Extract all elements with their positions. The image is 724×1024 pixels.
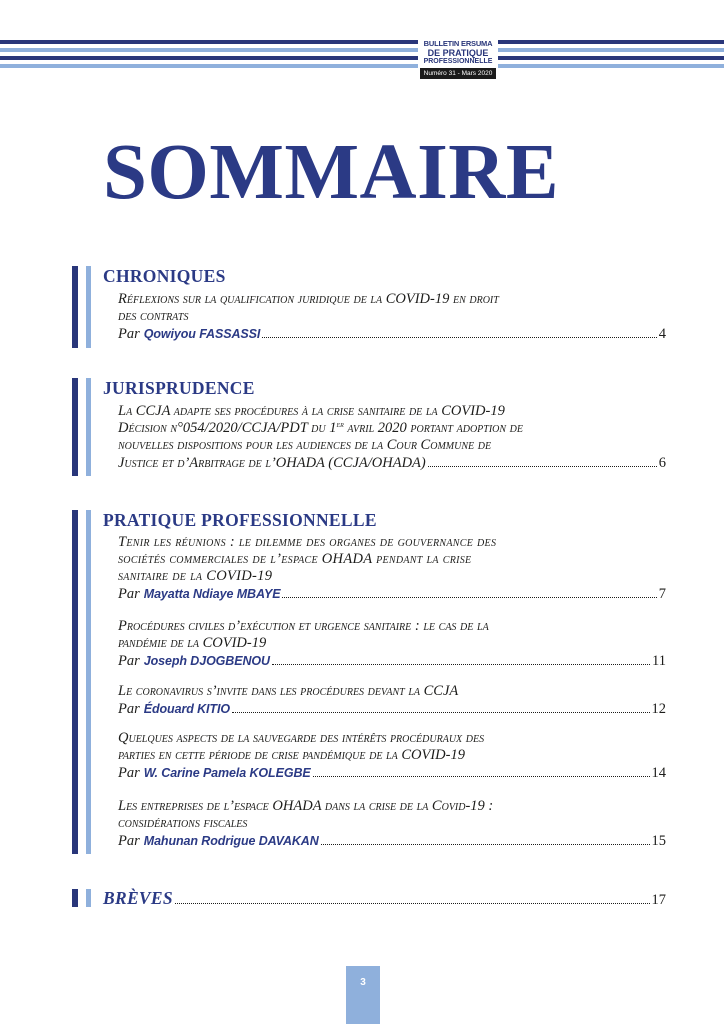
par-label: Par [118,833,140,849]
par-label: Par [118,326,140,342]
badge-line-1: BULLETIN ERSUMA [423,39,493,48]
section-bar-light [86,378,91,476]
page-number: 3 [346,966,380,1024]
badge-line-3: PROFESSIONNELLE [423,58,493,65]
author-name: Joseph DJOGBENOU [143,654,270,668]
page-ref: 11 [652,653,666,669]
header-stripe [0,48,724,52]
page-ref: 4 [658,326,666,342]
page-ref: 6 [658,455,666,471]
author-name: W. Carine Pamela KOLEGBE [143,766,311,780]
section-breves[interactable] [72,888,672,908]
article-title-line: Le coronavirus s’invite dans les procédures devant la CCJA [118,683,459,699]
badge-line-2: DE PRATIQUE [427,48,489,58]
section-bar-dark [72,889,78,907]
breves-line [103,888,666,909]
byline [118,652,666,670]
byline [118,585,666,603]
author-name: Mahunan Rodrigue DAVAKAN [143,834,319,848]
header-stripe [0,56,724,60]
section-bar-light [86,889,91,907]
ordinal-superscript: er [336,420,344,429]
byline [118,764,666,782]
header-stripe [0,40,724,44]
page-ref: 17 [651,892,666,908]
byline [118,325,666,343]
toc-entry[interactable] [118,683,666,718]
article-title-line: Tenir les réunions : le dilemme des organes de gouvernance des [118,534,497,550]
page-ref: 12 [651,701,666,717]
page-ref: 14 [651,765,666,781]
article-title [118,291,666,325]
article-title-line: avril 2020 portant adoption de [343,420,524,436]
section-chroniques [72,266,672,348]
article-title [118,730,666,764]
author-name: Mayatta Ndiaye MBAYE [143,587,281,601]
dot-leader [175,903,650,904]
page-ref: 15 [651,833,666,849]
dot-leader [321,844,650,845]
section-title: PRATIQUE PROFESSIONNELLE [103,510,377,530]
bulletin-badge [418,38,498,84]
article-title-line: Les entreprises de l’espace OHADA dans la crise de la Covid-19 : [118,798,494,814]
section-bar-dark [72,266,78,348]
toc-entry[interactable] [118,291,666,343]
byline [118,832,666,850]
byline [118,454,666,472]
toc-entry[interactable] [118,730,666,782]
article-title-line: Décision n°054/2020/CCJA/PDT du 1 [118,420,337,436]
article-title-line: nouvelles dispositions pour les audiences de la Cour Commune de [118,437,492,453]
toc-entry[interactable] [118,618,666,670]
header-stripe [0,64,724,68]
toc-entry[interactable] [118,534,666,603]
par-label: Par [118,586,140,602]
author-name: Qowiyou FASSASSI [143,327,261,341]
dot-leader [262,337,657,338]
section-jurisprudence [72,378,672,476]
section-pratique [72,510,672,854]
article-title [118,683,666,700]
toc-entry[interactable] [118,403,666,472]
article-title-line: Quelques aspects de la sauvegarde des intérêts procéduraux des [118,730,485,746]
page-ref: 7 [658,586,666,602]
dot-leader [232,712,650,713]
dot-leader [282,597,656,598]
dot-leader [313,776,650,777]
header-stripes [0,38,724,74]
article-title-line: pandémie de la COVID-19 [118,635,267,651]
article-title-line: La CCJA adapte ses procédures à la crise sanitaire de la COVID-19 [118,403,505,419]
article-title-line: Procédures civiles d’exécution et urgence sanitaire : le cas de la [118,618,489,634]
section-bar-light [86,266,91,348]
dot-leader [428,466,657,467]
article-title-line: considérations fiscales [118,815,248,831]
article-title [118,618,666,652]
page-title: SOMMAIRE [103,129,560,216]
article-title-line: des contrats [118,308,189,324]
article-title-line: parties en cette période de crise pandémique de la COVID-19 [118,747,465,763]
issue-number: Numéro 31 - Mars 2020 [420,68,496,79]
article-title-line: sanitaire de la COVID-19 [118,568,273,584]
par-label: Par [118,765,140,781]
article-title [118,798,666,832]
par-label: Par [118,701,140,717]
dot-leader [272,664,650,665]
section-title: JURISPRUDENCE [103,378,255,398]
author-name: Édouard KITIO [143,702,230,716]
section-title: BRÈVES [103,888,173,908]
section-bar-dark [72,378,78,476]
article-title-line: sociétés commerciales de l’espace OHADA pendant la crise [118,551,472,567]
article-title-line: Justice et d’Arbitrage de l’OHADA (CCJA/OHADA) [118,455,426,471]
par-label: Par [118,653,140,669]
section-bar-dark [72,510,78,854]
toc-entry[interactable] [118,798,666,850]
section-title: CHRONIQUES [103,266,226,286]
article-title [118,403,666,454]
article-title [118,534,666,585]
section-bar-light [86,510,91,854]
article-title-line: Réflexions sur la qualification juridique de la COVID-19 en droit [118,291,499,307]
byline [118,700,666,718]
